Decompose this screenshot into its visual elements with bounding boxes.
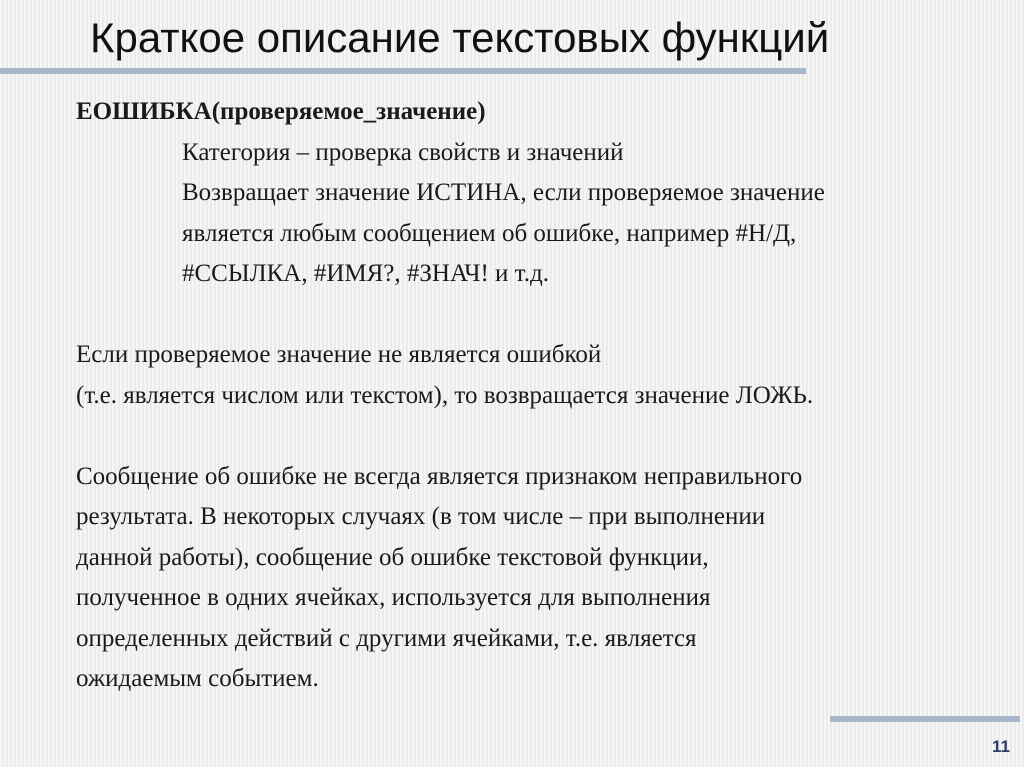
paragraph-line: ожидаемым событием. — [76, 665, 319, 692]
paragraph-line: Сообщение об ошибке не всегда является признаком неправильного — [76, 462, 803, 490]
function-signature: ЕОШИБКА(проверяемое_значение) — [76, 98, 486, 125]
slide-body — [76, 92, 1006, 700]
paragraph-line: Если проверяемое значение не является ошибкой — [76, 341, 602, 368]
paragraph-line: (т.е. является числом или текстом), то возвращается значение ЛОЖЬ. — [76, 381, 814, 409]
paragraph-line: данной работы), сообщение об ошибке текстовой функции, — [76, 543, 709, 571]
function-description-line: является любым сообщением об ошибке, например #Н/Д, — [182, 219, 797, 247]
footer-rule — [830, 716, 1020, 722]
function-description — [76, 133, 1006, 295]
note-paragraph — [76, 457, 1006, 700]
paragraph-line: полученное в одних ячейках, используется для выполнения — [76, 584, 711, 611]
slide-title: Краткое описание текстовых функций — [90, 14, 830, 61]
paragraph-line: результата. В некоторых случаях (в том числе – при выполнении — [76, 503, 766, 530]
title-underline — [0, 68, 806, 74]
spacer — [76, 295, 1006, 336]
false-case-paragraph — [76, 335, 1006, 416]
function-description-line: #ССЫЛКА, #ИМЯ?, #ЗНАЧ! и т.д. — [182, 260, 549, 287]
function-description-line: Возвращает значение ИСТИНА, если проверяемое значение — [182, 179, 825, 206]
function-category-line: Категория – проверка свойств и значений — [182, 138, 624, 166]
page-number: 11 — [992, 737, 1010, 756]
paragraph-line: определенных действий с другими ячейками, т.е. является — [76, 624, 697, 652]
spacer — [76, 416, 1006, 457]
